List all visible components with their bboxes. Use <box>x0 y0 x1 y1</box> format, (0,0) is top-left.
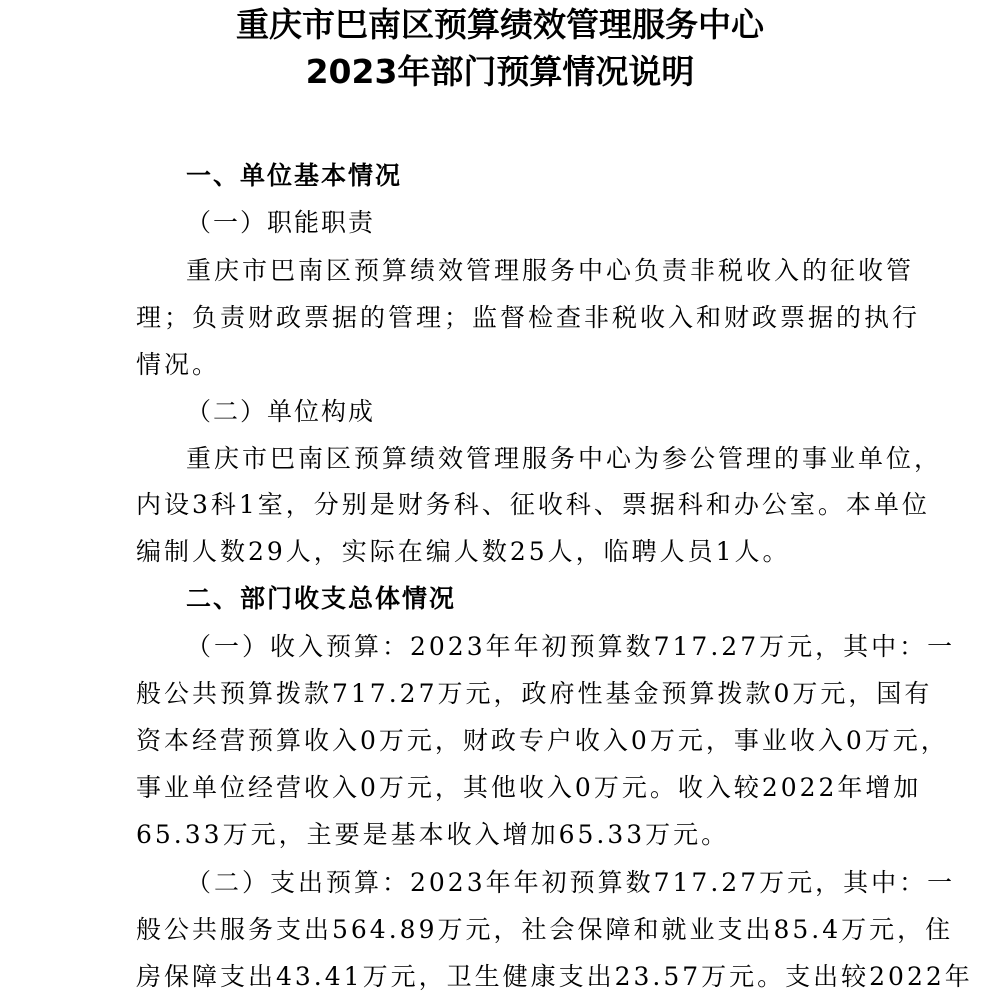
paragraph-line: 事业单位经营收入0万元，其他收入0万元。收入较2022年增加 <box>136 773 922 802</box>
paragraph-line: 重庆市巴南区预算绩效管理服务中心为参公管理的事业单位， <box>186 444 943 473</box>
paragraph-line: 资本经营预算收入0万元，财政专户收入0万元，事业收入0万元， <box>136 726 949 755</box>
paragraph-line: 重庆市巴南区预算绩效管理服务中心负责非税收入的征收管 <box>186 256 915 285</box>
paragraph-line: 般公共预算拨款717.27万元，政府性基金预算拨款0万元，国有 <box>136 679 933 708</box>
document-title-line-1: 重庆市巴南区预算绩效管理服务中心 <box>236 5 764 44</box>
section-heading-basic-info: 一、单位基本情况 <box>186 161 403 190</box>
paragraph-line-income: （一）收入预算：2023年年初预算数717.27万元，其中：一 <box>186 632 956 661</box>
paragraph-line: 般公共服务支出564.89万元，社会保障和就业支出85.4万元，住 <box>136 915 954 944</box>
paragraph-line: 编制人数29人，实际在编人数25人，临聘人员1人。 <box>136 537 791 566</box>
paragraph-line: 房保障支出43.41万元，卫生健康支出23.57万元。支出较2022年 <box>136 962 973 991</box>
subsection-heading-duties: （一）职能职责 <box>186 208 376 237</box>
paragraph-line: 65.33万元，主要是基本收入增加65.33万元。 <box>136 820 730 849</box>
subsection-heading-composition: （二）单位构成 <box>186 397 376 426</box>
section-heading-overview: 二、部门收支总体情况 <box>186 584 457 613</box>
document-title-line-2: 2023年部门预算情况说明 <box>305 52 695 91</box>
paragraph-line-expenditure: （二）支出预算：2023年年初预算数717.27万元，其中：一 <box>186 868 956 897</box>
paragraph-line: 情况。 <box>136 350 221 379</box>
paragraph-line: 内设3科1室，分别是财务科、征收科、票据科和办公室。本单位 <box>136 490 930 519</box>
paragraph-line: 理；负责财政票据的管理；监督检查非税收入和财政票据的执行 <box>136 303 921 332</box>
